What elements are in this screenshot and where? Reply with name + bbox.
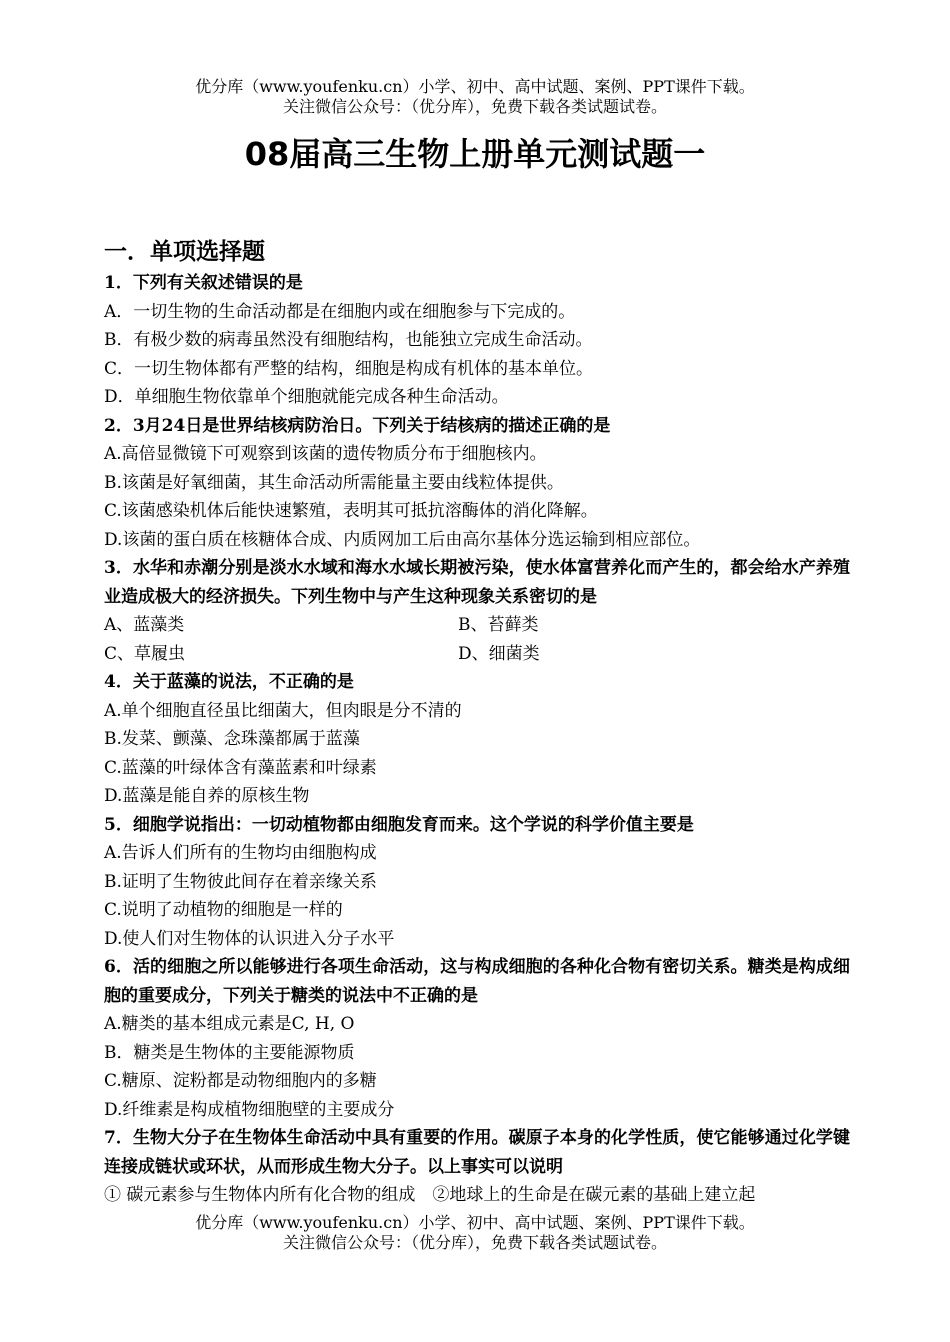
question-5-stem: 5．细胞学说指出：一切动植物都由细胞发育而来。这个学说的科学价值主要是	[104, 814, 694, 835]
question-4-option-b: B.发菜、颤藻、念珠藻都属于蓝藻	[104, 729, 360, 749]
question-3-option-b: B、苔藓类	[458, 615, 539, 635]
question-5-option-c: C.说明了动植物的细胞是一样的	[104, 900, 343, 920]
question-6-option-b: B．糖类是生物体的主要能源物质	[104, 1042, 355, 1063]
question-1-option-d: D．单细胞生物依靠单个细胞就能完成各种生命活动。	[104, 387, 509, 407]
question-3-option-d: D、细菌类	[458, 643, 540, 664]
footer-line-2: 关注微信公众号：（优分库），免费下载各类试题试卷。	[282, 1233, 667, 1252]
content	[104, 236, 850, 1210]
question-6-option-d: D.纤维素是构成植物细胞壁的主要成分	[104, 1099, 395, 1120]
header-line-2: 关注微信公众号：（优分库），免费下载各类试题试卷。	[282, 97, 667, 116]
question-7-stem: 7．生物大分子在生物体生命活动中具有重要的作用。碳原子本身的化学性质，使它能够通过化学键连接成链状或环状，从而形成生物大分子。以上事实可以说明	[104, 1128, 850, 1177]
question-1-option-c: C．一切生物体都有严整的结构，细胞是构成有机体的基本单位。	[104, 358, 594, 379]
question-1-option-a: A．一切生物的生命活动都是在细胞内或在细胞参与下完成的。	[104, 301, 576, 322]
question-3-options-row-1	[104, 611, 850, 640]
question-5-option-d: D.使人们对生物体的认识进入分子水平	[104, 928, 395, 949]
header-line-1: 优分库（www.youfenku.cn）小学、初中、高中试题、案例、PPT课件下载。	[195, 77, 755, 96]
document-title: 08届高三生物上册单元测试题一	[244, 135, 706, 173]
question-2-stem: 2．3月24日是世界结核病防治日。下列关于结核病的描述正确的是	[104, 415, 611, 436]
question-1-option-b: B．有极少数的病毒虽然没有细胞结构，也能独立完成生命活动。	[104, 330, 593, 350]
question-7-statement: ① 碳元素参与生物体内所有化合物的组成 ②地球上的生命是在碳元素的基础上建立起	[104, 1185, 756, 1205]
question-3-option-a: A、蓝藻类	[104, 615, 185, 635]
question-4-stem: 4．关于蓝藻的说法，不正确的是	[104, 672, 354, 692]
question-4-option-d: D.蓝藻是能自养的原核生物	[104, 786, 310, 806]
question-3-stem: 3．水华和赤潮分别是淡水水域和海水水域长期被污染，使水体富营养化而产生的，都会给水产养殖业造成极大的经济损失。下列生物中与产生这种现象关系密切的是	[104, 558, 850, 607]
question-6-option-a: A.糖类的基本组成元素是C, H, O	[104, 1014, 355, 1034]
question-5-option-a: A.告诉人们所有的生物均由细胞构成	[104, 843, 377, 863]
question-2-option-a: A.高倍显微镜下可观察到该菌的遗传物质分布于细胞核内。	[104, 444, 547, 464]
question-2-option-b: B.该菌是好氧细菌，其生命活动所需能量主要由线粒体提供。	[104, 472, 564, 493]
question-4-option-c: C.蓝藻的叶绿体含有藻蓝素和叶绿素	[104, 757, 377, 778]
question-4-option-a: A.单个细胞直径虽比细菌大，但肉眼是分不清的	[104, 700, 462, 721]
question-6-option-c: C.糖原、淀粉都是动物细胞内的多糖	[104, 1071, 377, 1091]
question-5-option-b: B.证明了生物彼此间存在着亲缘关系	[104, 871, 377, 892]
question-2-option-d: D.该菌的蛋白质在核糖体合成、内质网加工后由高尔基体分选运输到相应部位。	[104, 529, 701, 550]
question-3-option-c: C、草履虫	[104, 643, 186, 664]
question-2-option-c: C.该菌感染机体后能快速繁殖，表明其可抵抗溶酶体的消化降解。	[104, 501, 598, 521]
footer-line-1: 优分库（www.youfenku.cn）小学、初中、高中试题、案例、PPT课件下载。	[195, 1213, 755, 1232]
question-3-options-row-2	[104, 640, 850, 669]
section-heading: 一．单项选择题	[104, 239, 265, 265]
question-1-stem: 1．下列有关叙述错误的是	[104, 273, 303, 293]
question-6-stem: 6．活的细胞之所以能够进行各项生命活动，这与构成细胞的各种化合物有密切关系。糖类是构成细胞的重要成分，下列关于糖类的说法中不正确的是	[104, 957, 850, 1006]
